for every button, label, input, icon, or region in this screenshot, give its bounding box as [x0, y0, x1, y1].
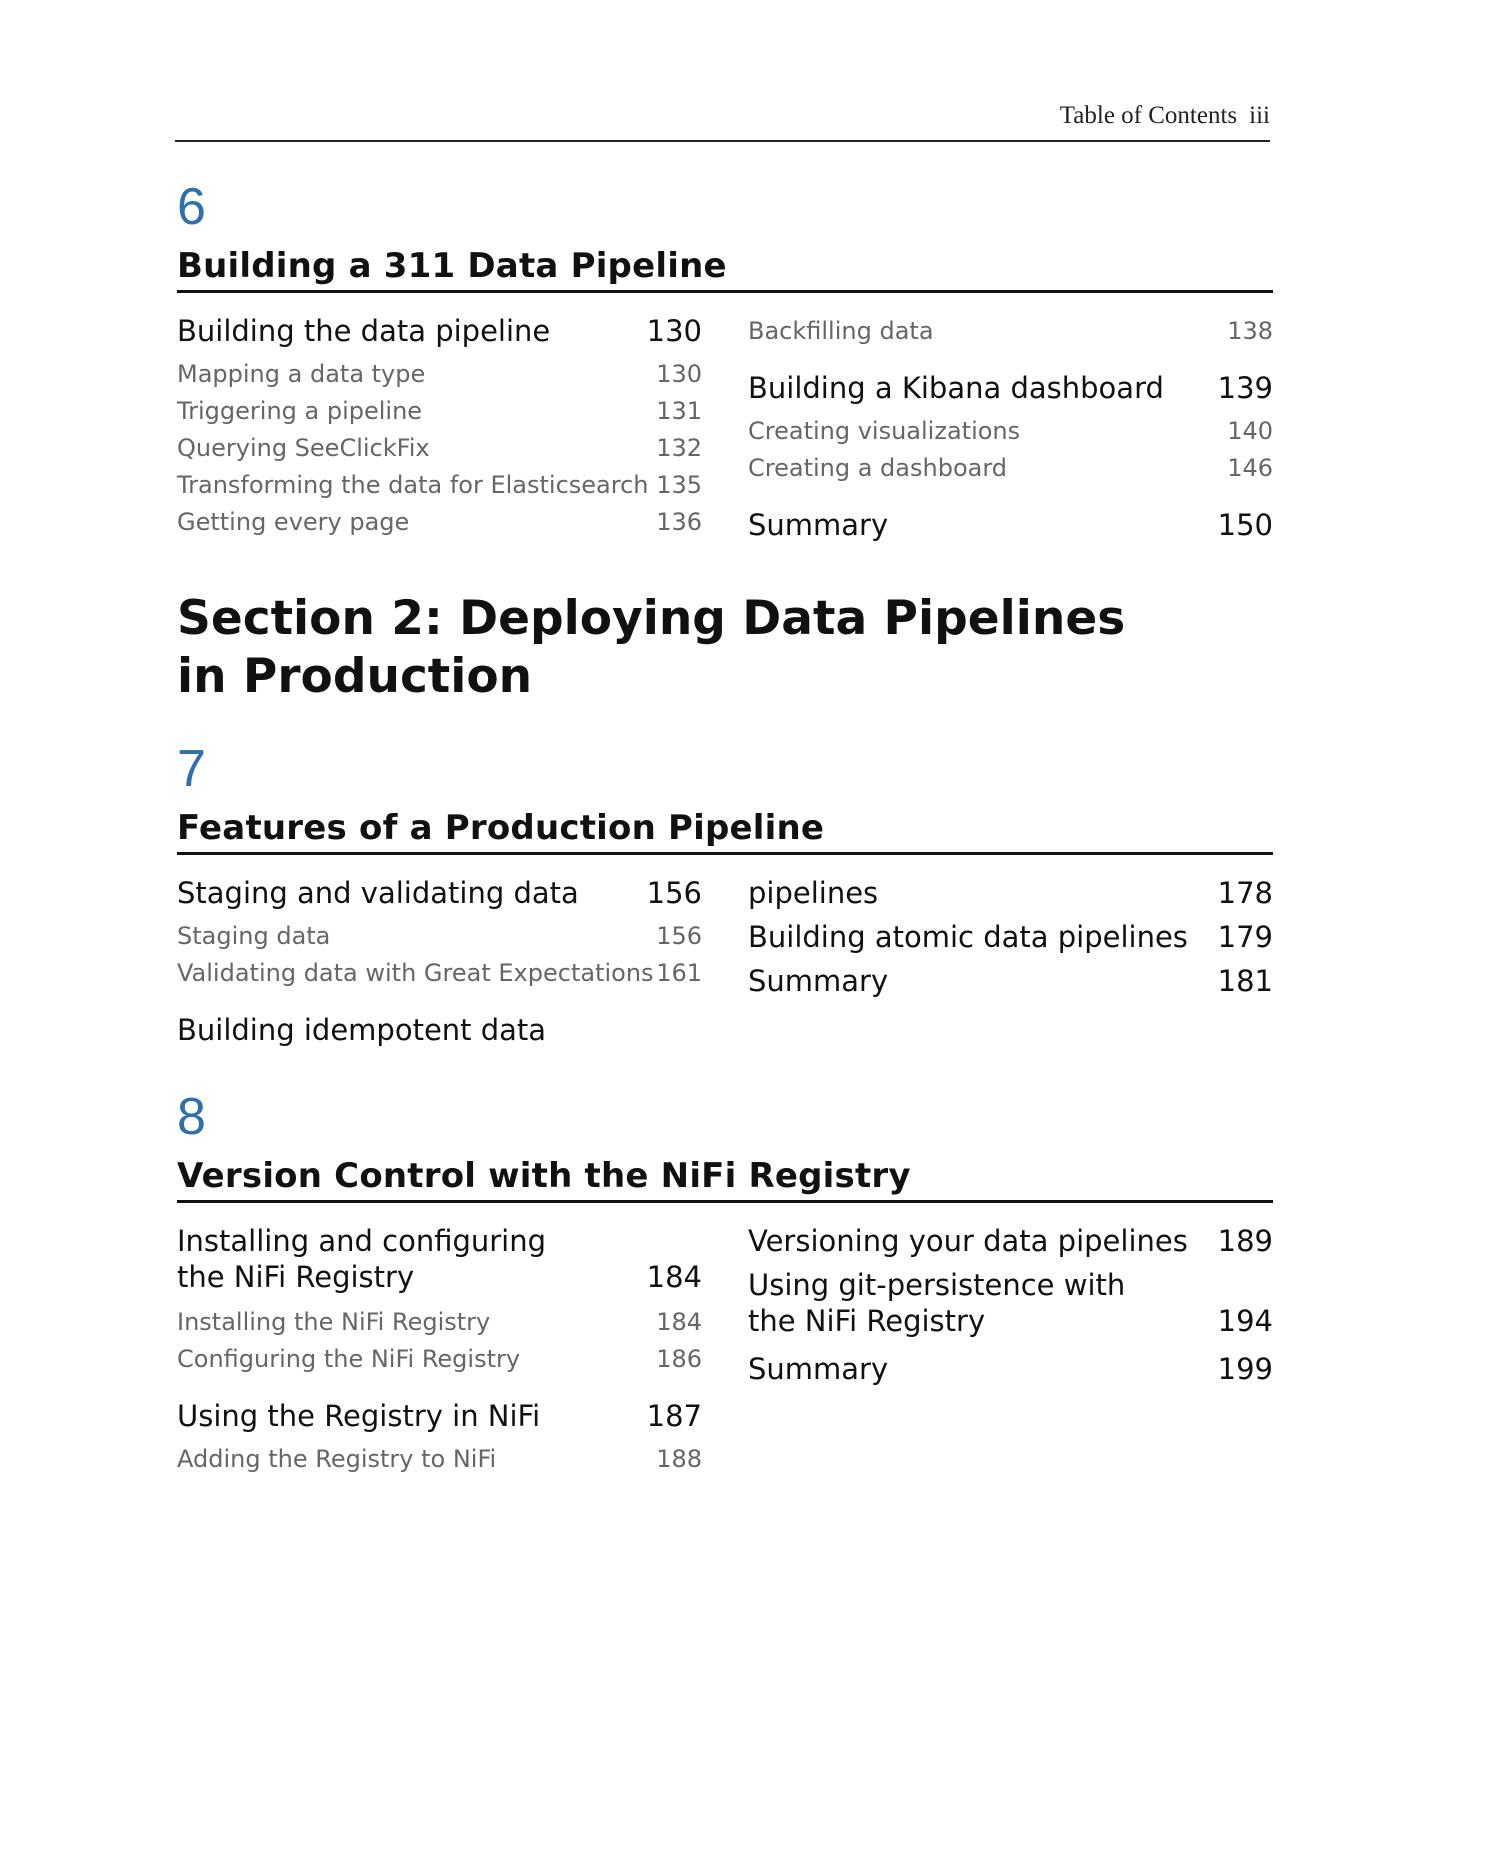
toc-entry[interactable] — [748, 453, 1273, 483]
entry-title: Summary — [748, 964, 889, 998]
entry-title: Summary — [748, 1352, 889, 1386]
toc-entry[interactable] — [177, 313, 702, 349]
entry-title: Creating a dashboard — [748, 454, 1008, 482]
entry-title: Versioning your data pipelines — [748, 1224, 1188, 1258]
entry-page: 189 — [1217, 1224, 1273, 1258]
entry-title: Getting every page — [177, 508, 410, 536]
running-head-page: iii — [1249, 102, 1270, 129]
toc-entry[interactable] — [748, 875, 1273, 911]
entry-title: Configuring the NiFi Registry — [177, 1345, 521, 1373]
entry-page: 130 — [646, 314, 702, 348]
toc-entry[interactable] — [177, 1223, 702, 1295]
toc-entry[interactable] — [748, 416, 1273, 446]
toc-entry[interactable] — [177, 396, 702, 426]
entry-title: Creating visualizations — [748, 417, 1021, 445]
entry-page: 181 — [1217, 964, 1273, 998]
entry-title: Transforming the data for Elasticsearch — [177, 471, 649, 499]
entry-title: Building atomic data pipelines — [748, 920, 1188, 954]
entry-page: 178 — [1217, 876, 1273, 910]
chapter-rule — [177, 290, 1273, 293]
entry-title: Validating data with Great Expectations — [177, 959, 654, 987]
entry-page: 184 — [656, 1308, 702, 1336]
toc-entry[interactable] — [177, 1012, 702, 1048]
toc-entry[interactable] — [177, 1398, 702, 1434]
chapter-title: Version Control with the NiFi Registry — [177, 1156, 911, 1196]
entry-title: Using git-persistence with the NiFi Registry — [748, 1268, 1126, 1338]
toc-entry[interactable] — [748, 1223, 1273, 1259]
toc-entry[interactable] — [177, 433, 702, 463]
entry-title: Installing and configuring the NiFi Registry — [177, 1224, 547, 1294]
entry-title: Adding the Registry to NiFi — [177, 1445, 497, 1473]
entry-title: Staging data — [177, 922, 331, 950]
entry-page: 139 — [1217, 371, 1273, 405]
chapter-rule — [177, 852, 1273, 855]
chapter-number: 8 — [177, 1088, 206, 1146]
toc-entry[interactable] — [748, 507, 1273, 543]
toc-entry[interactable] — [177, 875, 702, 911]
entry-page: 150 — [1217, 508, 1273, 542]
entry-title: Building idempotent data — [177, 1013, 547, 1047]
toc-entry[interactable] — [177, 1344, 702, 1374]
chapter-6 — [177, 178, 1273, 542]
running-head-title: Table of Contents — [1059, 102, 1238, 129]
entry-page: 132 — [656, 434, 702, 462]
toc-entry[interactable] — [748, 1267, 1273, 1339]
chapter-title: Features of a Production Pipeline — [177, 808, 825, 848]
running-head — [175, 102, 1270, 130]
entry-page: 179 — [1217, 920, 1273, 954]
entry-title: Triggering a pipeline — [177, 397, 423, 425]
toc-entry[interactable] — [177, 470, 702, 500]
entry-page: 135 — [656, 471, 702, 499]
entry-title: pipelines — [748, 876, 879, 910]
entry-page: 131 — [656, 397, 702, 425]
entry-page: 156 — [656, 922, 702, 950]
toc-entry[interactable] — [177, 1444, 702, 1474]
entry-page: 184 — [646, 1260, 702, 1294]
running-head-rule — [175, 140, 1270, 142]
chapter-number: 6 — [177, 178, 206, 236]
entry-page: 194 — [1217, 1304, 1273, 1338]
toc-entry[interactable] — [748, 963, 1273, 999]
toc-entry[interactable] — [748, 316, 1273, 346]
entry-page: 136 — [656, 508, 702, 536]
section-heading: Section 2: Deploying Data Pipelines in Production — [177, 591, 1126, 704]
entry-title: Mapping a data type — [177, 360, 426, 388]
toc-entry[interactable] — [177, 1307, 702, 1337]
entry-title: Installing the NiFi Registry — [177, 1308, 491, 1336]
entry-page: 199 — [1217, 1352, 1273, 1386]
chapter-number: 7 — [177, 740, 206, 798]
toc-entry[interactable] — [177, 507, 702, 537]
entry-page: 146 — [1227, 454, 1273, 482]
toc-entry[interactable] — [177, 921, 702, 951]
entry-title: Staging and validating data — [177, 876, 579, 910]
entry-page: 187 — [646, 1399, 702, 1433]
entry-title: Using the Registry in NiFi — [177, 1399, 541, 1433]
toc-entry[interactable] — [748, 919, 1273, 955]
chapter-title: Building a 311 Data Pipeline — [177, 246, 727, 286]
entry-page: 140 — [1227, 417, 1273, 445]
entry-title: Building a Kibana dashboard — [748, 371, 1164, 405]
toc-entry[interactable] — [177, 958, 702, 988]
entry-page: 161 — [656, 959, 702, 987]
entry-page: 156 — [646, 876, 702, 910]
entry-page: 188 — [656, 1445, 702, 1473]
chapter-7 — [177, 740, 1273, 1047]
toc-entry[interactable] — [748, 1351, 1273, 1387]
entry-title: Summary — [748, 508, 889, 542]
entry-page: 186 — [656, 1345, 702, 1373]
entry-page: 138 — [1227, 317, 1273, 345]
entry-page: 130 — [656, 360, 702, 388]
chapter-8 — [177, 1088, 1273, 1473]
entry-title: Building the data pipeline — [177, 314, 551, 348]
toc-entry[interactable] — [177, 359, 702, 389]
chapter-rule — [177, 1200, 1273, 1203]
entry-title: Backfilling data — [748, 317, 934, 345]
toc-entry[interactable] — [748, 370, 1273, 406]
entry-title: Querying SeeClickFix — [177, 434, 430, 462]
